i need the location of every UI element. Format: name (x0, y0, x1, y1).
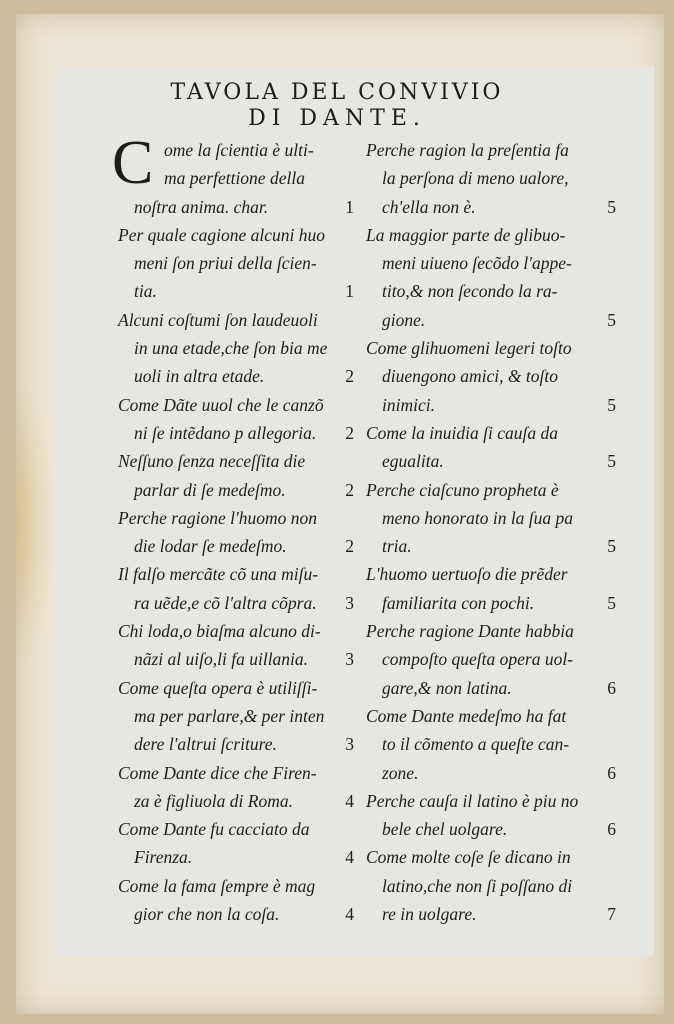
entry-line: Come Dante dice che Firen- (118, 762, 317, 783)
index-entry (118, 560, 354, 617)
index-entry (366, 221, 616, 334)
index-entry (366, 136, 616, 221)
page-number: 4 (345, 904, 354, 925)
entry-line: ra uẽde,e cõ l'altra cõpra. (134, 592, 317, 613)
page-number: 5 (607, 451, 616, 472)
entry-line: Per quale cagione alcuni huo (118, 224, 326, 245)
index-entry (366, 419, 616, 476)
entry-line: Firenza. (134, 847, 193, 868)
drop-capital: C (112, 129, 154, 197)
page-number: 3 (345, 592, 354, 613)
entry-line: ch'ella non è. (382, 196, 476, 217)
entry-line: L'huomo uertuoſo die prẽder (366, 564, 568, 585)
entry-line: re in uolgare. (382, 904, 477, 925)
entry-line: Perche ragione Dante habbia (366, 621, 574, 642)
index-entry (366, 787, 616, 844)
index-entry (118, 391, 354, 448)
entry-line: za è figliuola di Roma. (134, 790, 293, 811)
entry-line: uoli in altra etade. (134, 366, 265, 387)
entry-line: la perſona di meno ualore, (382, 168, 569, 189)
index-entry (118, 617, 354, 674)
page-number: 7 (607, 904, 616, 925)
page-number: 6 (607, 762, 616, 783)
left-column (112, 129, 354, 928)
index-entry (118, 504, 354, 561)
page-number: 5 (607, 592, 616, 613)
entry-line: die lodar ſe medeſmo. (134, 536, 287, 557)
index-entry (112, 129, 354, 221)
page-number: 4 (345, 790, 354, 811)
page-number: 5 (607, 309, 616, 330)
entry-line: meno honorato in la ſua pa (382, 507, 574, 528)
entry-line: nãzi al uiſo,li fa uillania. (134, 649, 309, 670)
page-number: 2 (345, 366, 354, 387)
entry-line: meni ſon priui della ſcien- (134, 253, 317, 274)
paper-stain (16, 374, 56, 674)
page-number: 3 (345, 734, 354, 755)
entry-line: Perche ciaſcuno propheta è (366, 479, 559, 500)
entry-line: meni uiueno ſecõdo l'appe- (382, 253, 572, 274)
entry-line: gior che non la coſa. (134, 904, 280, 925)
page-number: 5 (607, 536, 616, 557)
entry-line: egualita. (382, 451, 444, 472)
entry-line: compoſto queſta opera uol- (382, 649, 574, 670)
entry-line: ma perfettione della (164, 168, 305, 189)
entry-line: zone. (382, 762, 419, 783)
entry-line: Come glihuomeni legeri toſto (366, 338, 572, 359)
entry-line: Come Dãte uuol che le canzõ (118, 394, 324, 415)
entry-line: Come queſta opera è utiliſſi- (118, 677, 318, 698)
entry-line: Come Dante medeſmo ha fat (366, 705, 567, 726)
entry-line: bele chel uolgare. (382, 819, 508, 840)
entry-line: inimici. (382, 394, 435, 415)
page-number: 4 (345, 847, 354, 868)
entry-line: to il cõmento a queſte can- (382, 734, 570, 755)
entry-line: Come molte coſe ſe dicano in (366, 847, 571, 868)
entry-line: ome la ſcientia è ulti- (164, 140, 314, 160)
entry-line: Come la fama ſempre è mag (118, 875, 316, 896)
index-entry (118, 674, 354, 759)
page-number: 6 (607, 677, 616, 698)
entry-line: La maggior parte de glibuo- (366, 224, 566, 245)
page-number: 2 (345, 536, 354, 557)
page-number: 1 (345, 196, 354, 217)
index-entry (118, 221, 354, 306)
entry-line: tito,& non ſecondo la ra- (382, 281, 558, 302)
index-entry (118, 759, 354, 816)
index-entry (118, 306, 354, 391)
entry-line: gione. (382, 309, 426, 330)
index-entry (366, 560, 616, 617)
entry-line: noſtra anima. char. (134, 196, 269, 217)
page-number: 5 (607, 196, 616, 217)
page-number: 3 (345, 649, 354, 670)
entry-line: diuengono amici, & toſto (382, 366, 558, 387)
index-entry (366, 617, 616, 702)
entry-line: Il falſo mercãte cõ una miſu- (118, 564, 319, 585)
entry-line: tia. (134, 281, 157, 302)
page-title-line2: DI DANTE. (248, 106, 426, 131)
index-entry (118, 815, 354, 872)
entry-line: dere l'altrui ſcriture. (134, 734, 277, 755)
page-number: 2 (345, 422, 354, 443)
entry-line: gare,& non latina. (382, 677, 512, 698)
entry-line: Come la inuidia ſi cauſa da (366, 422, 559, 443)
entry-line: familiarita con pochi. (382, 592, 535, 613)
entry-line: Chi loda,o biaſma alcuno di- (118, 621, 321, 642)
entry-line: parlar di ſe medeſmo. (134, 479, 286, 500)
page-title: TAVOLA DEL CONVIVIO (170, 80, 504, 105)
page-number: 1 (345, 281, 354, 302)
entry-line: Perche cauſa il latino è piu no (366, 790, 579, 811)
index-entry (366, 476, 616, 561)
entry-line: ma per parlare,& per inten (134, 705, 325, 726)
entry-line: Perche ragion la preſentia fa (366, 140, 569, 160)
entry-line: latino,che non ſi poſſano di (382, 875, 573, 896)
index-entry (118, 872, 354, 929)
entry-line: Alcuni coſtumi ſon laudeuoli (118, 309, 318, 330)
entry-line: Perche ragione l'huomo non (118, 507, 317, 528)
page-number: 5 (607, 394, 616, 415)
entry-line: tria. (382, 536, 412, 557)
entry-line: Come Dante fu cacciato da (118, 819, 310, 840)
index-entry (118, 447, 354, 504)
page-number: 2 (345, 479, 354, 500)
index-entry (366, 702, 616, 787)
entry-line: in una etade,che ſon bia me (134, 338, 328, 359)
index-entry (366, 843, 616, 928)
entry-line: ni ſe intẽdano p allegoria. (134, 422, 317, 443)
right-column (366, 136, 616, 928)
index-entry (366, 334, 616, 419)
entry-line: Neſſuno ſenza neceſſita die (118, 451, 306, 472)
page-number: 6 (607, 819, 616, 840)
